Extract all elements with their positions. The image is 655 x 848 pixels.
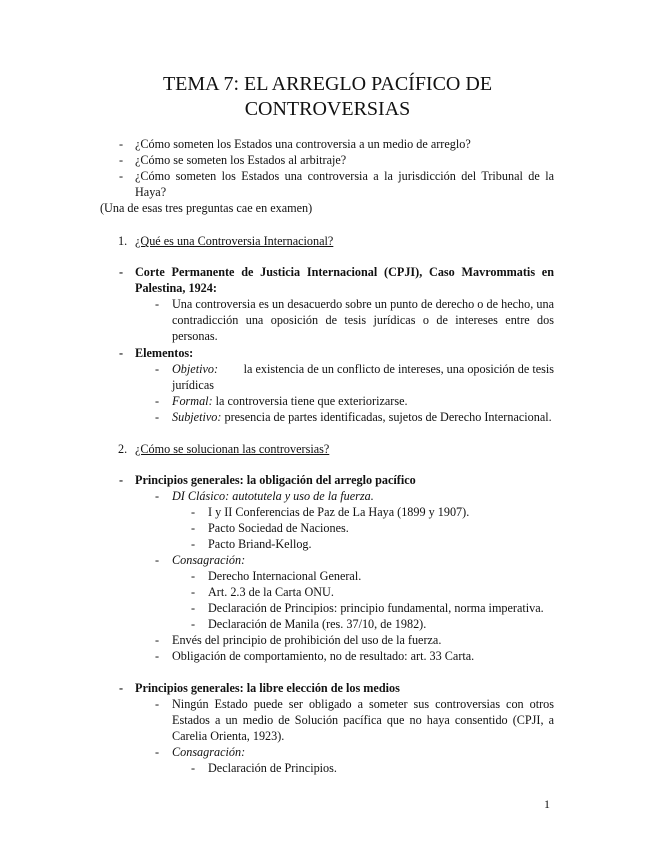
consagracion-item: Art. 2.3 de la Carta ONU.	[208, 585, 334, 599]
bullet-dash: -	[155, 410, 160, 424]
bullet-dash: -	[155, 649, 160, 663]
element-text-cont: jurídicas	[172, 378, 214, 392]
element-text: la controversia tiene que exteriorizarse.	[215, 394, 408, 408]
intro-question-cont: Haya?	[135, 185, 167, 199]
principle-2-text-line: Ningún Estado puede ser obligado a someter sus controversias con otros	[172, 697, 554, 711]
section-2-number: 2.	[118, 442, 128, 456]
consagracion-item: Declaración de Principios.	[208, 761, 337, 775]
bullet-dash: -	[155, 633, 160, 647]
consagracion-label: Consagración:	[172, 553, 246, 567]
obligacion-text: Obligación de comportamiento, no de resultado: art. 33 Carta.	[172, 649, 475, 663]
bullet-dash: -	[155, 745, 160, 759]
intro-question: ¿Cómo someten los Estados una controversia a un medio de arreglo?	[135, 137, 471, 151]
di-item: I y II Conferencias de Paz de La Haya (1899 y 1907).	[208, 505, 470, 519]
bullet-dash: -	[191, 601, 196, 615]
di-item: Pacto Sociedad de Naciones.	[208, 521, 349, 535]
bullet-dash: -	[119, 265, 124, 279]
case-definition-line: personas.	[172, 329, 218, 343]
page-number: 1	[544, 797, 550, 811]
bullet-dash: -	[191, 569, 196, 583]
bullet-dash: -	[191, 505, 196, 519]
element-label: Subjetivo:	[172, 410, 222, 424]
intro-note: (Una de esas tres preguntas cae en examen)	[100, 201, 313, 215]
bullet-dash: -	[155, 553, 160, 567]
title-line-2: CONTROVERSIAS	[244, 98, 411, 120]
element-text: presencia de partes identificadas, sujetos de Derecho Internacional.	[224, 410, 552, 424]
di-item: Pacto Briand-Kellog.	[208, 537, 312, 551]
case-definition-line: contradicción una oposición de tesis jurídicas o de intereses entre dos	[172, 313, 554, 327]
bullet-dash: -	[119, 681, 124, 695]
section-2-heading: ¿Cómo se solucionan las controversias?	[135, 442, 330, 456]
enves-text: Envés del principio de prohibición del uso de la fuerza.	[172, 633, 442, 647]
element-formal	[172, 393, 408, 409]
case-heading-line-1: Corte Permanente de Justicia Internacional (CPJI), Caso Mavrommatis en	[135, 265, 554, 279]
bullet-dash: -	[155, 362, 160, 376]
section-1-number: 1.	[118, 234, 128, 248]
intro-question: ¿Cómo se someten los Estados al arbitraje?	[135, 153, 347, 167]
title-line-1: TEMA 7: EL ARREGLO PACÍFICO DE	[162, 73, 493, 95]
principle-1-heading: Principios generales: la obligación del arreglo pacífico	[135, 473, 416, 487]
bullet-dash: -	[155, 394, 160, 408]
element-label: Formal:	[172, 394, 213, 408]
element-label: Objetivo:	[172, 362, 219, 376]
principle-2-text-line: Carelia Orienta, 1923).	[172, 729, 285, 743]
bullet-dash: -	[191, 521, 196, 535]
element-objetivo	[172, 361, 554, 377]
bullet-dash: -	[119, 169, 124, 183]
section-1-heading: ¿Qué es una Controversia Internacional?	[135, 234, 334, 248]
consagracion-label: Consagración:	[172, 745, 246, 759]
bullet-dash: -	[155, 489, 160, 503]
consagracion-item: Declaración de Manila (res. 37/10, de 1982).	[208, 617, 427, 631]
element-subjetivo	[172, 409, 552, 425]
bullet-dash: -	[191, 537, 196, 551]
intro-question: ¿Cómo someten los Estados una controversia a la jurisdicción del Tribunal de la	[135, 169, 554, 183]
principle-2-heading: Principios generales: la libre elección de los medios	[135, 681, 400, 695]
bullet-dash: -	[119, 137, 124, 151]
elements-heading: Elementos:	[135, 346, 194, 360]
bullet-dash: -	[191, 585, 196, 599]
bullet-dash: -	[119, 153, 124, 167]
case-heading-line-2: Palestina, 1924:	[135, 281, 217, 295]
bullet-dash: -	[155, 297, 160, 311]
consagracion-item: Declaración de Principios: principio fundamental, norma imperativa.	[208, 601, 544, 615]
di-clasico: DI Clásico: autotutela y uso de la fuerza.	[172, 489, 374, 503]
page-title	[100, 72, 555, 122]
bullet-dash: -	[191, 761, 196, 775]
case-definition-line: Una controversia es un desacuerdo sobre un punto de derecho o de hecho, una	[172, 297, 554, 311]
bullet-dash: -	[155, 697, 160, 711]
principle-2-text-line: Estados a un medio de Solución pacífica que no haya consentido (CPJI, a	[172, 713, 554, 727]
bullet-dash: -	[191, 617, 196, 631]
bullet-dash: -	[119, 473, 124, 487]
consagracion-item: Derecho Internacional General.	[208, 569, 362, 583]
element-text: la existencia de un conflicto de intereses, una oposición de tesis	[243, 362, 554, 376]
bullet-dash: -	[119, 346, 124, 360]
